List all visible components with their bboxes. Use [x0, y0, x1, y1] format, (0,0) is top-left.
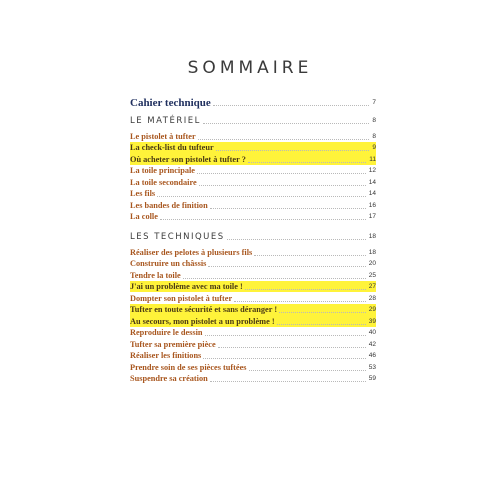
toc-entry-label: Au secours, mon pistolet a un problème ! [130, 316, 275, 326]
toc-entry[interactable] [130, 165, 376, 177]
toc-entry[interactable] [130, 188, 376, 200]
toc-entry-label: Tufter sa première pièce [130, 339, 216, 349]
dot-leader [277, 324, 366, 325]
toc-entry-page: 27 [368, 283, 376, 290]
toc-entry-label: Les bandes de finition [130, 200, 208, 210]
toc-entry[interactable] [130, 281, 376, 293]
toc-entry-page: 11 [369, 155, 376, 163]
toc-entry-label: Cahier technique [130, 97, 211, 109]
toc-entry[interactable] [130, 338, 376, 350]
dot-leader [279, 312, 366, 313]
toc-entry-page: 40 [368, 329, 376, 336]
toc-entry-page: 16 [368, 201, 376, 209]
dot-leader [245, 289, 366, 290]
toc-entry-label: Prendre soin de ses pièces tuftées [130, 362, 247, 372]
toc-entry-page: 28 [368, 294, 376, 302]
dot-leader [203, 358, 365, 359]
toc-entry-label: Reproduire le dessin [130, 328, 203, 337]
toc-entry-label: La colle [130, 212, 158, 221]
toc-entry-label: Les fils [130, 189, 156, 198]
dot-leader [216, 150, 370, 151]
section-1-entries [130, 130, 376, 222]
toc-entry[interactable] [130, 153, 376, 165]
dot-leader [210, 381, 366, 382]
dot-leader [210, 208, 366, 209]
toc-entry-page: 59 [368, 375, 376, 382]
toc-entry[interactable] [130, 246, 376, 258]
section-heading-label: LE MATÉRIEL [130, 116, 201, 126]
toc-entry[interactable] [130, 304, 376, 316]
toc-section-heading[interactable] [130, 112, 376, 126]
dot-leader [218, 347, 366, 348]
toc-entry[interactable] [130, 269, 376, 281]
dot-leader [203, 123, 369, 124]
toc-entry-page: 14 [368, 190, 376, 197]
toc-entry[interactable] [130, 176, 376, 188]
toc-entry-label: La toile secondaire [130, 177, 197, 187]
dot-leader [249, 370, 366, 371]
toc-entry-label: Dompter son pistolet à tufter [130, 293, 233, 303]
toc-entry-label: Réaliser des pelotes à plusieurs fils [130, 247, 253, 257]
toc-entry[interactable] [130, 130, 376, 142]
toc-entry-label: Le pistolet à tufter [130, 131, 196, 141]
dot-leader [197, 173, 366, 174]
toc-entry[interactable] [130, 350, 376, 362]
table-of-contents [130, 93, 376, 384]
dot-leader [213, 105, 370, 106]
toc-entry-label: J'ai un problème avec ma toile ! [130, 282, 243, 291]
dot-leader [248, 162, 366, 163]
toc-entry-label: Suspendre sa création [130, 374, 208, 383]
toc-entry-label: Réaliser les finitions [130, 351, 202, 360]
toc-entry-page: 39 [368, 317, 376, 325]
section-2-entries [130, 246, 376, 384]
dot-leader [160, 219, 366, 220]
page-title: SOMMAIRE [187, 58, 313, 78]
dot-leader [227, 239, 366, 240]
dot-leader [183, 278, 366, 279]
toc-entry[interactable] [130, 373, 376, 385]
toc-entry[interactable] [130, 292, 376, 304]
dot-leader [205, 335, 366, 336]
toc-section-heading[interactable] [130, 228, 376, 242]
toc-entry-page: 25 [368, 271, 376, 279]
toc-entry-page: 20 [368, 260, 376, 267]
toc-entry-page: 18 [368, 248, 376, 256]
toc-entry-label: Tendre la toile [130, 270, 181, 280]
toc-entry-page: 17 [368, 213, 376, 220]
toc-entry[interactable] [130, 315, 376, 327]
toc-entry[interactable] [130, 199, 376, 211]
toc-entry[interactable] [130, 211, 376, 223]
dot-leader [208, 266, 365, 267]
toc-entry-page: 14 [368, 178, 376, 186]
toc-entry-page: 12 [368, 167, 376, 174]
section-heading-page: 18 [368, 233, 376, 240]
toc-entry-page: 8 [372, 132, 376, 140]
toc-entry-label: La toile principale [130, 166, 195, 175]
section-heading-label: LES TECHNIQUES [130, 232, 225, 242]
dot-leader [199, 185, 366, 186]
toc-entry[interactable] [130, 327, 376, 339]
toc-main-entry[interactable] [130, 93, 376, 108]
toc-entry-label: Où acheter son pistolet à tufter ? [130, 154, 246, 164]
toc-entry-label: Tufter en toute sécurité et sans déranger ! [130, 305, 278, 314]
toc-entry[interactable] [130, 142, 376, 154]
toc-entry-page: 9 [372, 144, 376, 151]
dot-leader [254, 255, 366, 256]
dot-leader [234, 301, 366, 302]
dot-leader [198, 139, 370, 140]
toc-entry-page: 42 [368, 340, 376, 348]
section-heading-page: 8 [372, 117, 376, 124]
toc-entry-page: 29 [368, 306, 376, 313]
toc-entry-label: Construire un châssis [130, 259, 207, 268]
toc-entry-label: La check-list du tufteur [130, 143, 214, 152]
dot-leader [157, 196, 366, 197]
toc-entry[interactable] [130, 361, 376, 373]
toc-entry-page: 53 [368, 363, 376, 371]
toc-entry-page: 46 [368, 352, 376, 359]
toc-entry-page: 7 [372, 99, 376, 106]
toc-entry[interactable] [130, 258, 376, 270]
